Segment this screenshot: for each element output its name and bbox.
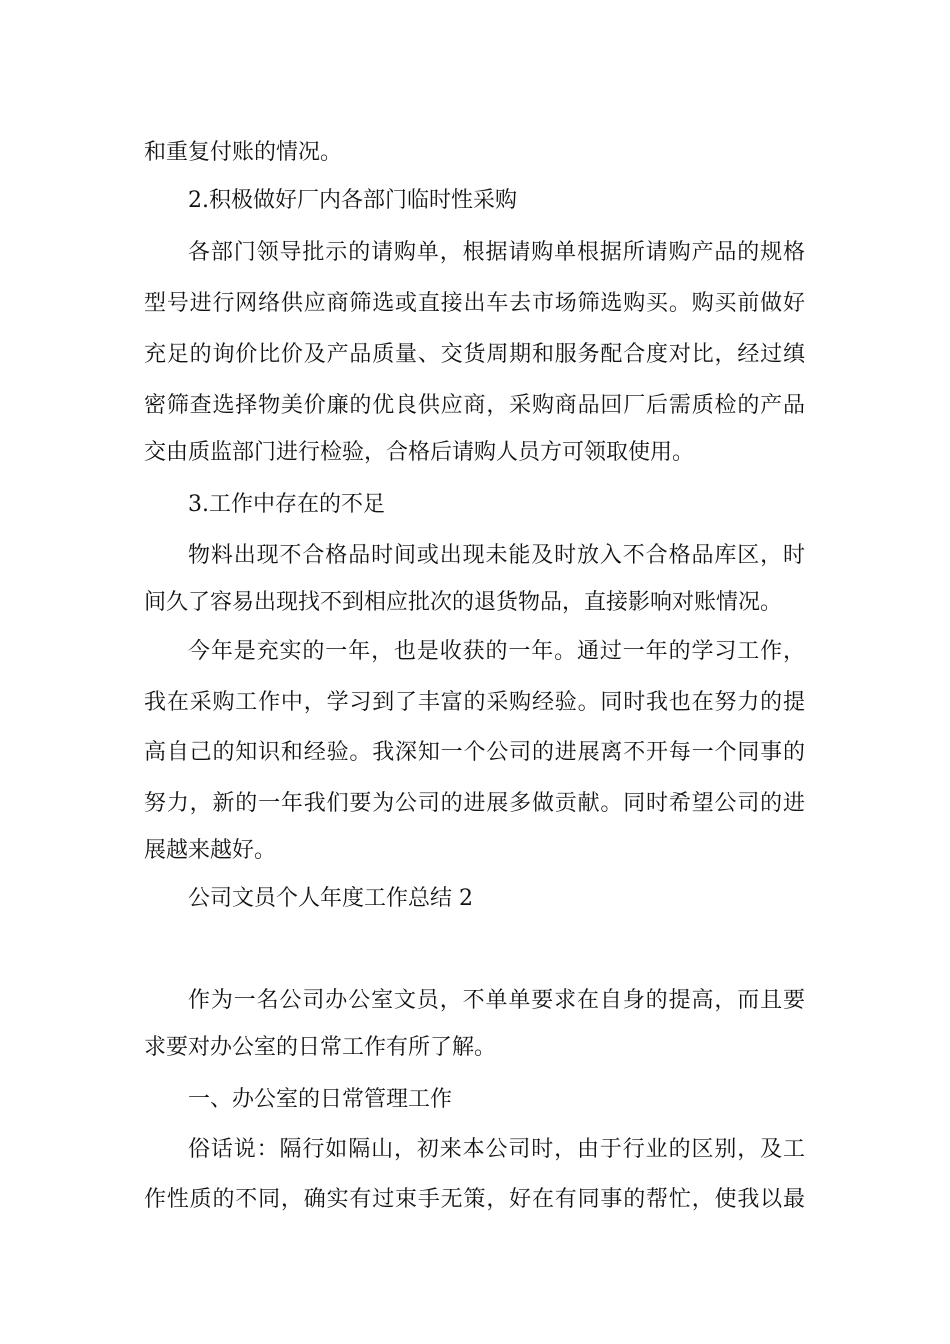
section-title: 公司文员个人年度工作总结 2 — [188, 886, 473, 911]
text-line: 求要对办公室的日常工作有所了解。 — [144, 1035, 497, 1060]
text-line: 物料出现不合格品时间或出现未能及时放入不合格品库区，时 — [188, 543, 805, 568]
section-heading: 3.工作中存在的不足 — [188, 492, 385, 517]
text-line: 间久了容易出现找不到相应批次的退货物品，直接影响对账情况。 — [144, 590, 783, 615]
text-line: 展越来越好。 — [144, 838, 277, 863]
text-line: 型号进行网络供应商筛选或直接出车去市场筛选购买。购买前做好 — [144, 291, 805, 316]
text-line: 交由质监部门进行检验，合格后请购人员方可领取使用。 — [144, 440, 695, 465]
text-line: 作为一名公司办公室文员，不单单要求在自身的提高，而且要 — [188, 988, 805, 1013]
text-line: 今年是充实的一年，也是收获的一年。通过一年的学习工作， — [188, 639, 805, 664]
text-line: 我在采购工作中，学习到了丰富的采购经验。同时我也在努力的提 — [144, 690, 805, 715]
text-line: 高自己的知识和经验。我深知一个公司的进展离不开每一个同事的 — [144, 740, 805, 765]
section-heading: 一、办公室的日常管理工作 — [188, 1087, 453, 1112]
text-line: 各部门领导批示的请购单，根据请购单根据所请购产品的规格 — [188, 240, 805, 265]
text-line: 努力，新的一年我们要为公司的进展多做贡献。同时希望公司的进 — [144, 791, 805, 816]
section-heading: 2.积极做好厂内各部门临时性采购 — [188, 188, 517, 213]
text-line: 作性质的不同，确实有过束手无策，好在有同事的帮忙，使我以最 — [144, 1187, 805, 1212]
text-line: 和重复付账的情况。 — [144, 140, 343, 165]
text-line: 俗话说：隔行如隔山，初来本公司时，由于行业的区别，及工 — [188, 1137, 805, 1162]
text-line: 充足的询价比价及产品质量、交货周期和服务配合度对比，经过缜 — [144, 342, 805, 367]
text-line: 密筛查选择物美价廉的优良供应商，采购商品回厂后需质检的产品 — [144, 393, 805, 418]
